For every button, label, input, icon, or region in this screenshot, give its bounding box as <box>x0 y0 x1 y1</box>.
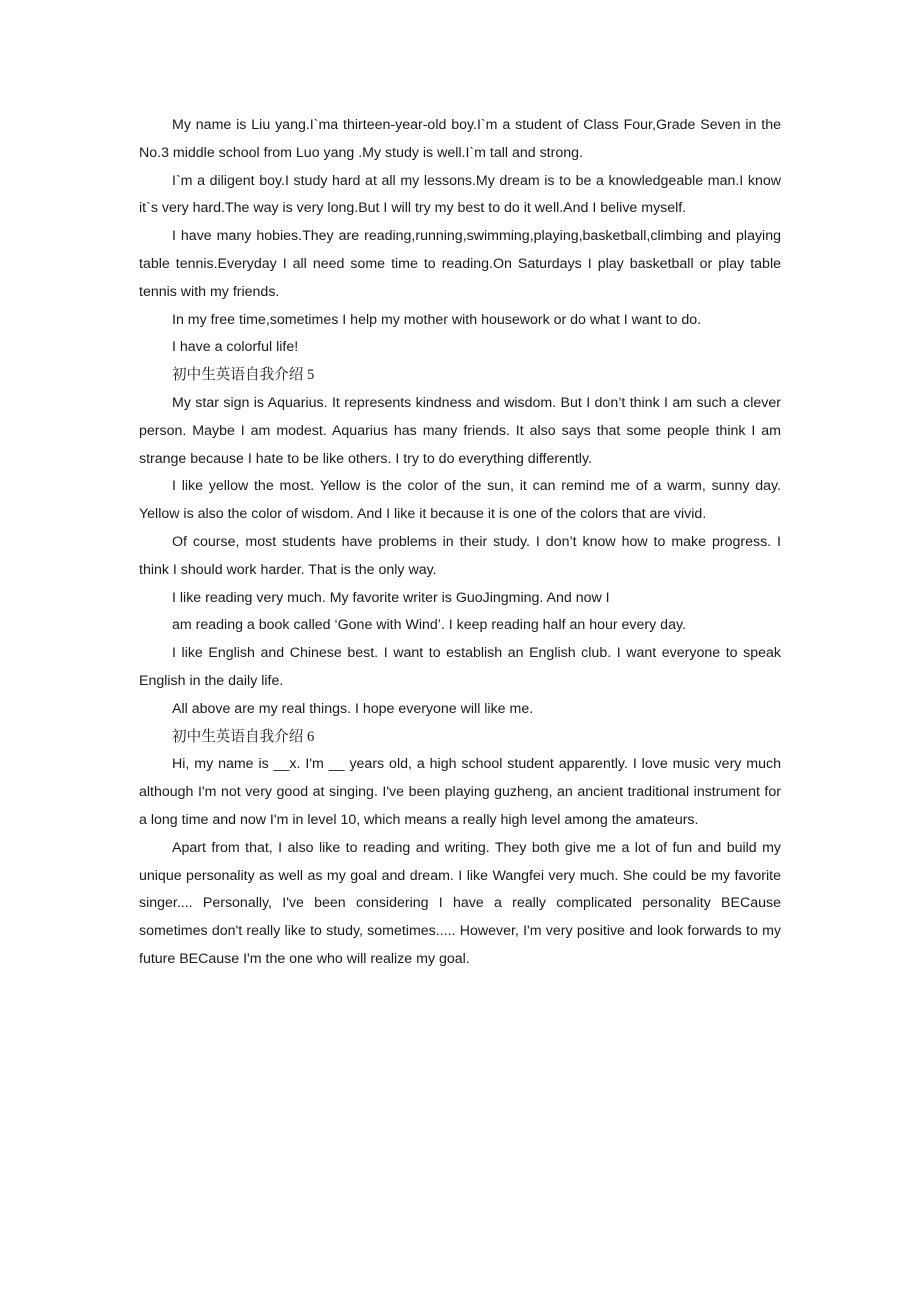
paragraph: I like yellow the most. Yellow is the color of the sun, it can remind me of a warm, sunny day. Yellow is also the color of wisdom. And I like it because it is one of the colors that are vivid. <box>139 478 781 523</box>
paragraph: Of course, most students have problems in their study. I don’t know how to make progress. I think I should work harder. That is the only way. <box>139 533 781 578</box>
section-heading-6: 初中生英语自我介绍 6 <box>172 728 315 745</box>
paragraph: My name is Liu yang.I`ma thirteen-year-old boy.I`m a student of Class Four,Grade Seven in the No.3 middle school from Luo yang .My study is well.I`m tall and strong. <box>139 117 781 161</box>
paragraph: In my free time,sometimes I help my mother with housework or do what I want to do. <box>172 311 702 328</box>
section-heading-5: 初中生英语自我介绍 5 <box>172 367 315 384</box>
paragraph: I have a colorful life! <box>172 339 299 356</box>
document-page <box>139 112 781 974</box>
paragraph: My star sign is Aquarius. It represents kindness and wisdom. But I don’t think I am such a clever person. Maybe I am modest. Aquarius has many friends. It also says that some people think I am strange because I hate to be like others. I try to do everything differently. <box>139 394 781 467</box>
paragraph: I like English and Chinese best. I want to establish an English club. I want everyone to speak English in the daily life. <box>139 645 781 689</box>
paragraph: All above are my real things. I hope everyone will like me. <box>172 700 534 717</box>
paragraph: Apart from that, I also like to reading and writing. They both give me a lot of fun and build my unique personality as well as my goal and dream. I like Wangfei very much. She could be my favorite singer.... Personally, I've been considering I have a really complicated personality BECause sometimes don't really like to study, sometimes..... However, I'm very positive and look forwards to my future BECause I'm the one who will realize my goal. <box>139 839 781 967</box>
paragraph: Hi, my name is __x. I'm __ years old, a high school student apparently. I love music very much although I'm not very good at singing. I've been playing guzheng, an ancient traditional instrument for a long time and now I'm in level 10, which means a really high level among the amateurs. <box>139 756 781 828</box>
paragraph: am reading a book called ‘Gone with Wind’. I keep reading half an hour every day. <box>172 617 686 634</box>
paragraph: I`m a diligent boy.I study hard at all my lessons.My dream is to be a knowledgeable man.I know it`s very hard.The way is very long.But I will try my best to do it well.And I belive myself. <box>139 172 781 217</box>
paragraph: I like reading very much. My favorite writer is GuoJingming. And now I <box>172 589 610 606</box>
paragraph: I have many hobies.They are reading,running,swimming,playing,basketball,climbing and playing table tennis.Everyday I all need some time to reading.On Saturdays I play basketball or play table tennis with my friends. <box>139 228 781 300</box>
